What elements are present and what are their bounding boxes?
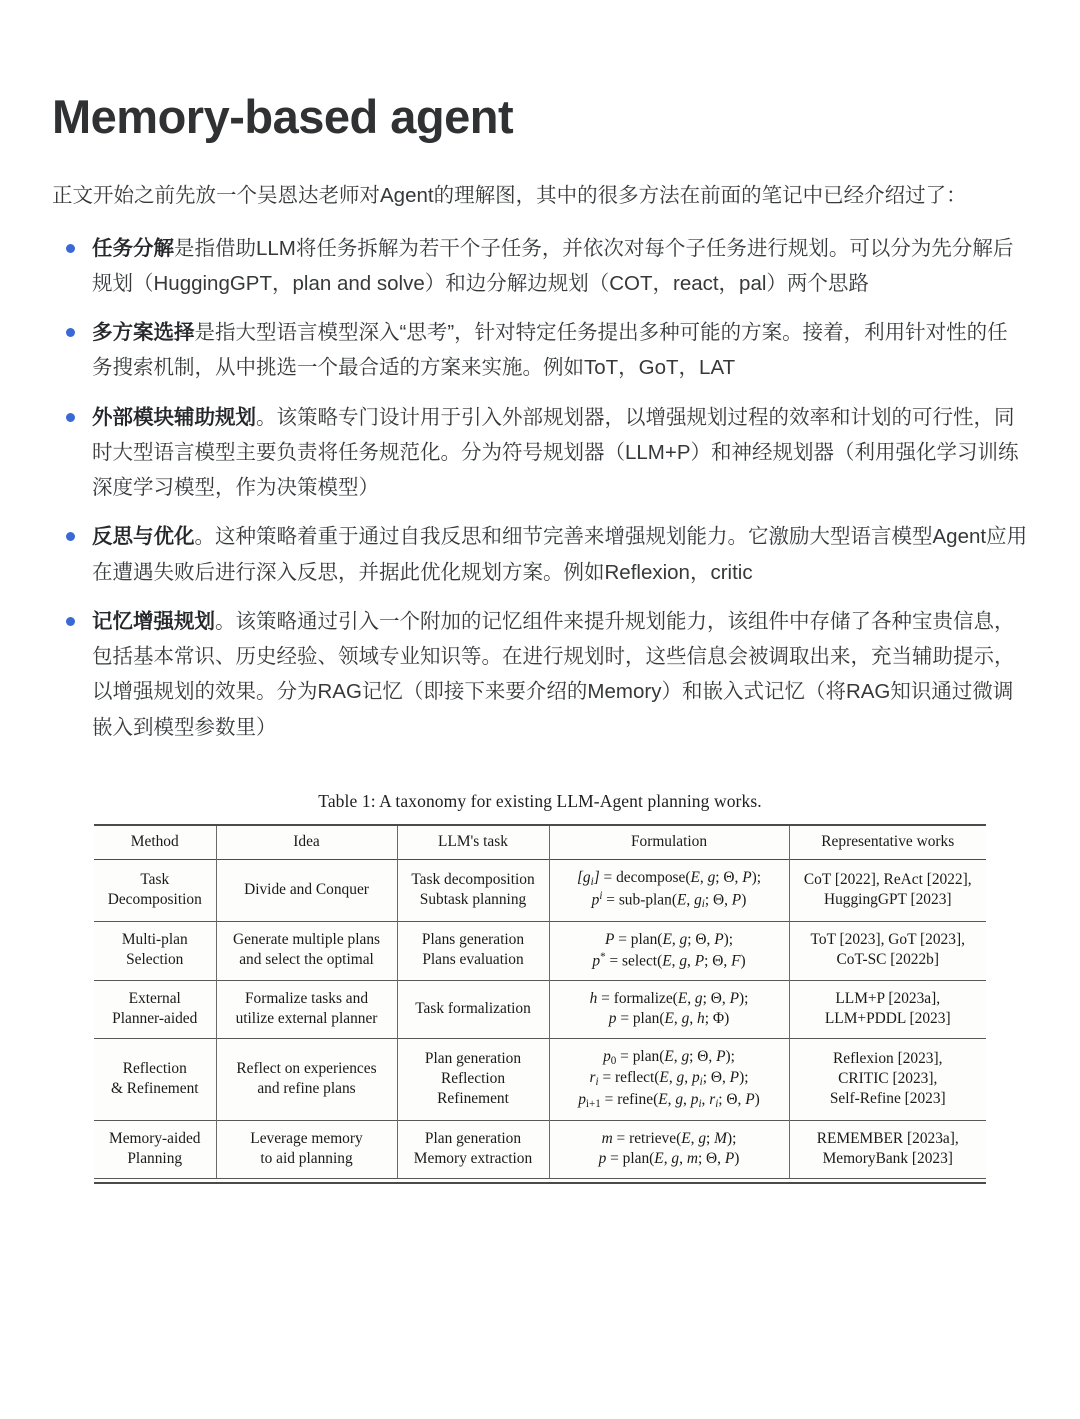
list-item: [52, 315, 1028, 386]
cell-representative-works: LLM+P [2023a], LLM+PDDL [2023]: [789, 981, 986, 1039]
cell-idea: Reflect on experiences and refine plans: [216, 1039, 397, 1121]
cell-formulation: $[g_i]$ = decompose(E, g; Θ, P); $p^i$ = sub-plan(E, $g_i$; Θ, P): [549, 859, 789, 921]
bullet-lead-term: 反思与优化: [92, 525, 195, 549]
table-bottom-rule: [94, 1178, 986, 1184]
table-row: [94, 1039, 986, 1121]
cell-idea: Generate multiple plans and select the optimal: [216, 921, 397, 980]
bullet-lead-term: 记忆增强规划: [92, 609, 215, 633]
bullet-body-text: 。该策略通过引入一个附加的记忆组件来提升规划能力，该组件中存储了各种宝贵信息，包括基本常识、历史经验、领域专业知识等。在进行规划时，这些信息会被调取出来，充当辅助提示，以增强规划的效果。分为RAG记忆（即接下来要介绍的Memory）和嵌入式记忆（将RAG知识通过微调嵌入到模型参数里）: [92, 609, 1015, 739]
column-header-formulation: Formulation: [549, 825, 789, 860]
cell-llm-task: Plan generation Memory extraction: [397, 1120, 549, 1178]
cell-formulation: h = formalize(E, g; Θ, P); p = plan(E, g, h; Φ): [549, 981, 789, 1039]
cell-llm-task: Task decomposition Subtask planning: [397, 859, 549, 921]
cell-method: External Planner-aided: [112, 990, 198, 1028]
bullet-body-text: 是指借助LLM将任务拆解为若干个子任务，并依次对每个子任务进行规划。可以分为先分解后规划（HuggingGPT，plan and solve）和边分解边规划（COT，react，pal）两个思路: [92, 236, 1014, 295]
cell-idea: Formalize tasks and utilize external planner: [216, 981, 397, 1039]
list-item: [52, 400, 1028, 506]
table-row: [94, 981, 986, 1039]
bullet-lead-term: 任务分解: [92, 236, 174, 260]
cell-representative-works: Reflexion [2023], CRITIC [2023], Self-Refine [2023]: [789, 1039, 986, 1121]
bullet-lead-term: 多方案选择: [92, 321, 195, 345]
taxonomy-table: [94, 824, 986, 1178]
intro-paragraph: 正文开始之前先放一个吴恩达老师对Agent的理解图，其中的很多方法在前面的笔记中已经介绍过了：: [52, 184, 967, 208]
table-body: [94, 859, 986, 1178]
cell-formulation: $p_0$ = plan(E, g; Θ, P); $r_i$ = reflect(E, g, $p_i$; Θ, P); $p_{i+1}$ = refine(E, g, $p_i$, $r_i$; Θ, P): [549, 1039, 789, 1121]
cell-representative-works: CoT [2022], ReAct [2022], HuggingGPT [2023]: [789, 859, 986, 921]
cell-idea: Divide and Conquer: [216, 859, 397, 921]
page-title: Memory-based agent: [52, 90, 514, 143]
column-header-idea: Idea: [216, 825, 397, 860]
taxonomy-figure: [52, 791, 1028, 1184]
cell-formulation: P = plan(E, g; Θ, P); p* = select(E, g, P; Θ, F): [549, 921, 789, 980]
cell-method: Task Decomposition: [107, 870, 202, 908]
cell-representative-works: REMEMBER [2023a], MemoryBank [2023]: [789, 1120, 986, 1178]
column-header-representative-works: Representative works: [789, 825, 986, 860]
table-header: [94, 825, 986, 860]
list-item: [52, 519, 1028, 590]
cell-formulation: m = retrieve(E, g; M); p = plan(E, g, m; Θ, P): [549, 1120, 789, 1178]
list-item: [52, 604, 1028, 745]
bullet-body-text: 。这种策略着重于通过自我反思和细节完善来增强规划能力。它激励大型语言模型Agent应用在遭遇失败后进行深入反思，并据此优化规划方案。例如Reflexion，critic: [92, 525, 1028, 584]
bullet-lead-term: 外部模块辅助规划: [92, 405, 256, 429]
bullet-body-text: 。该策略专门设计用于引入外部规划器，以增强规划过程的效率和计划的可行性，同时大型语言模型主要负责将任务规范化。分为符号规划器（LLM+P）和神经规划器（利用强化学习训练深度学习模型，作为决策模型）: [92, 405, 1019, 500]
list-item: [52, 231, 1028, 302]
cell-method: Reflection & Refinement: [110, 1059, 199, 1097]
cell-idea: Leverage memory to aid planning: [216, 1120, 397, 1178]
cell-representative-works: ToT [2023], GoT [2023], CoT-SC [2022b]: [789, 921, 986, 980]
table-row: [94, 1120, 986, 1178]
cell-llm-task: Task formalization: [397, 981, 549, 1039]
bullet-body-text: 是指大型语言模型深入“思考”，针对特定任务提出多种可能的方案。接着，利用针对性的任务搜索机制，从中挑选一个最合适的方案来实施。例如ToT，GoT，LAT: [92, 321, 1008, 380]
table-row: [94, 921, 986, 980]
figure-caption: Table 1: A taxonomy for existing LLM-Agent planning works.: [318, 790, 762, 811]
bullet-list: [52, 231, 1028, 745]
cell-method: Memory-aided Planning: [109, 1129, 201, 1167]
column-header-llm-task: LLM's task: [397, 825, 549, 860]
cell-llm-task: Plans generation Plans evaluation: [397, 921, 549, 980]
column-header-method: Method: [130, 832, 179, 850]
cell-method: Multi-plan Selection: [121, 931, 188, 969]
taxonomy-table-wrapper: [94, 824, 986, 1184]
cell-llm-task: Plan generation Reflection Refinement: [397, 1039, 549, 1121]
table-row: [94, 859, 986, 921]
